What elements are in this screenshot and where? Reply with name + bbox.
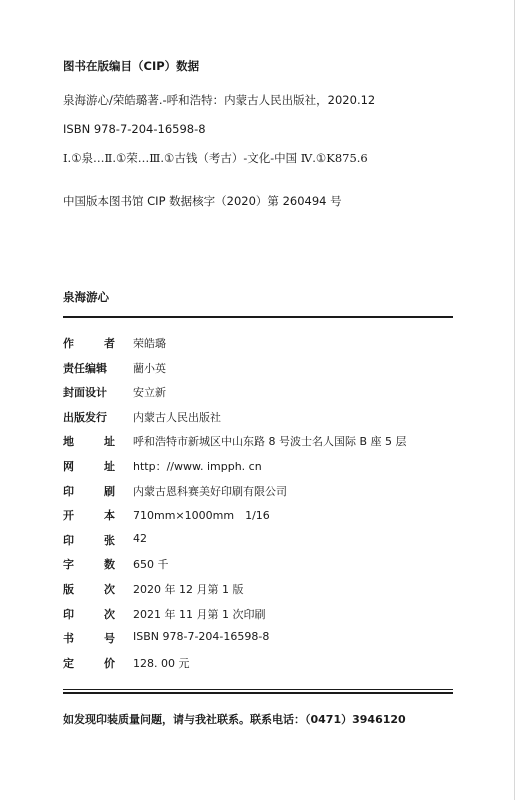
detail-label: 出版发行	[63, 411, 107, 424]
detail-label	[63, 458, 115, 474]
bottom-rule-thick	[63, 692, 453, 694]
detail-label	[63, 556, 115, 572]
detail-value: 2020 年 12 月第 1 版	[133, 583, 244, 596]
detail-value: http：//www. impph. cn	[133, 460, 262, 473]
detail-label-char: 数	[104, 558, 115, 571]
detail-label-char: 开	[63, 509, 74, 522]
detail-label-char: 本	[104, 509, 115, 522]
cip-line-classification: Ⅰ.①泉…Ⅱ.①荣…Ⅲ.①古钱（考古）-文化-中国 Ⅳ.①K875.6	[63, 151, 368, 165]
cip-heading: 图书在版编目（CIP）数据	[63, 59, 200, 73]
detail-label-char: 字	[63, 558, 74, 571]
detail-value: 42	[133, 532, 147, 545]
detail-label-char: 张	[104, 534, 115, 547]
detail-label-char: 书	[63, 632, 74, 645]
detail-label	[63, 335, 115, 351]
detail-label-char: 版	[63, 583, 74, 596]
detail-label-char: 次	[104, 583, 115, 596]
detail-label	[63, 606, 115, 622]
detail-label-char: 者	[104, 337, 115, 350]
top-rule	[63, 316, 453, 318]
detail-label-char: 刷	[104, 485, 115, 498]
detail-label-char: 价	[104, 657, 115, 670]
detail-label	[63, 433, 115, 449]
detail-label	[63, 655, 115, 671]
detail-label-char: 次	[104, 608, 115, 621]
detail-label	[63, 532, 115, 548]
detail-label-char: 作	[63, 337, 74, 350]
detail-label	[63, 507, 115, 523]
book-title: 泉海游心	[63, 290, 109, 304]
detail-label-char: 网	[63, 460, 74, 473]
detail-label-char: 印	[63, 485, 74, 498]
contact-notice: 如发现印装质量问题，请与我社联系。联系电话：（0471）3946120	[63, 713, 406, 726]
detail-value: 710mm×1000mm 1/16	[133, 509, 270, 522]
detail-label-char: 址	[104, 460, 115, 473]
detail-value: 2021 年 11 月第 1 次印刷	[133, 608, 266, 621]
detail-value: 650 千	[133, 558, 169, 571]
cip-line-isbn: ISBN 978-7-204-16598-8	[63, 122, 206, 136]
detail-value: 内蒙古人民出版社	[133, 411, 221, 424]
cip-line-record-number: 中国版本图书馆 CIP 数据核字（2020）第 260494 号	[63, 194, 342, 208]
cip-line-title-author: 泉海游心/荣皓璐著.-呼和浩特：内蒙古人民出版社，2020.12	[63, 93, 376, 107]
detail-value: 呼和浩特市新城区中山东路 8 号波士名人国际 B 座 5 层	[133, 435, 407, 448]
bottom-rule-thin	[63, 689, 453, 690]
detail-label-char: 地	[63, 435, 74, 448]
detail-label-char: 址	[104, 435, 115, 448]
detail-value: 安立新	[133, 386, 166, 399]
detail-label: 责任编辑	[63, 362, 107, 375]
detail-value: 128. 00 元	[133, 657, 190, 670]
detail-value: 荣皓璐	[133, 337, 166, 350]
page-edge	[514, 0, 515, 800]
detail-label-char: 印	[63, 608, 74, 621]
detail-label-char: 号	[104, 632, 115, 645]
detail-value: 藺小英	[133, 362, 166, 375]
detail-value: 内蒙古恩科赛美好印刷有限公司	[133, 485, 287, 498]
detail-label: 封面设计	[63, 386, 107, 399]
detail-label-char: 定	[63, 657, 74, 670]
detail-label	[63, 581, 115, 597]
detail-label	[63, 483, 115, 499]
detail-value: ISBN 978-7-204-16598-8	[133, 630, 270, 643]
detail-label-char: 印	[63, 534, 74, 547]
detail-label	[63, 630, 115, 646]
